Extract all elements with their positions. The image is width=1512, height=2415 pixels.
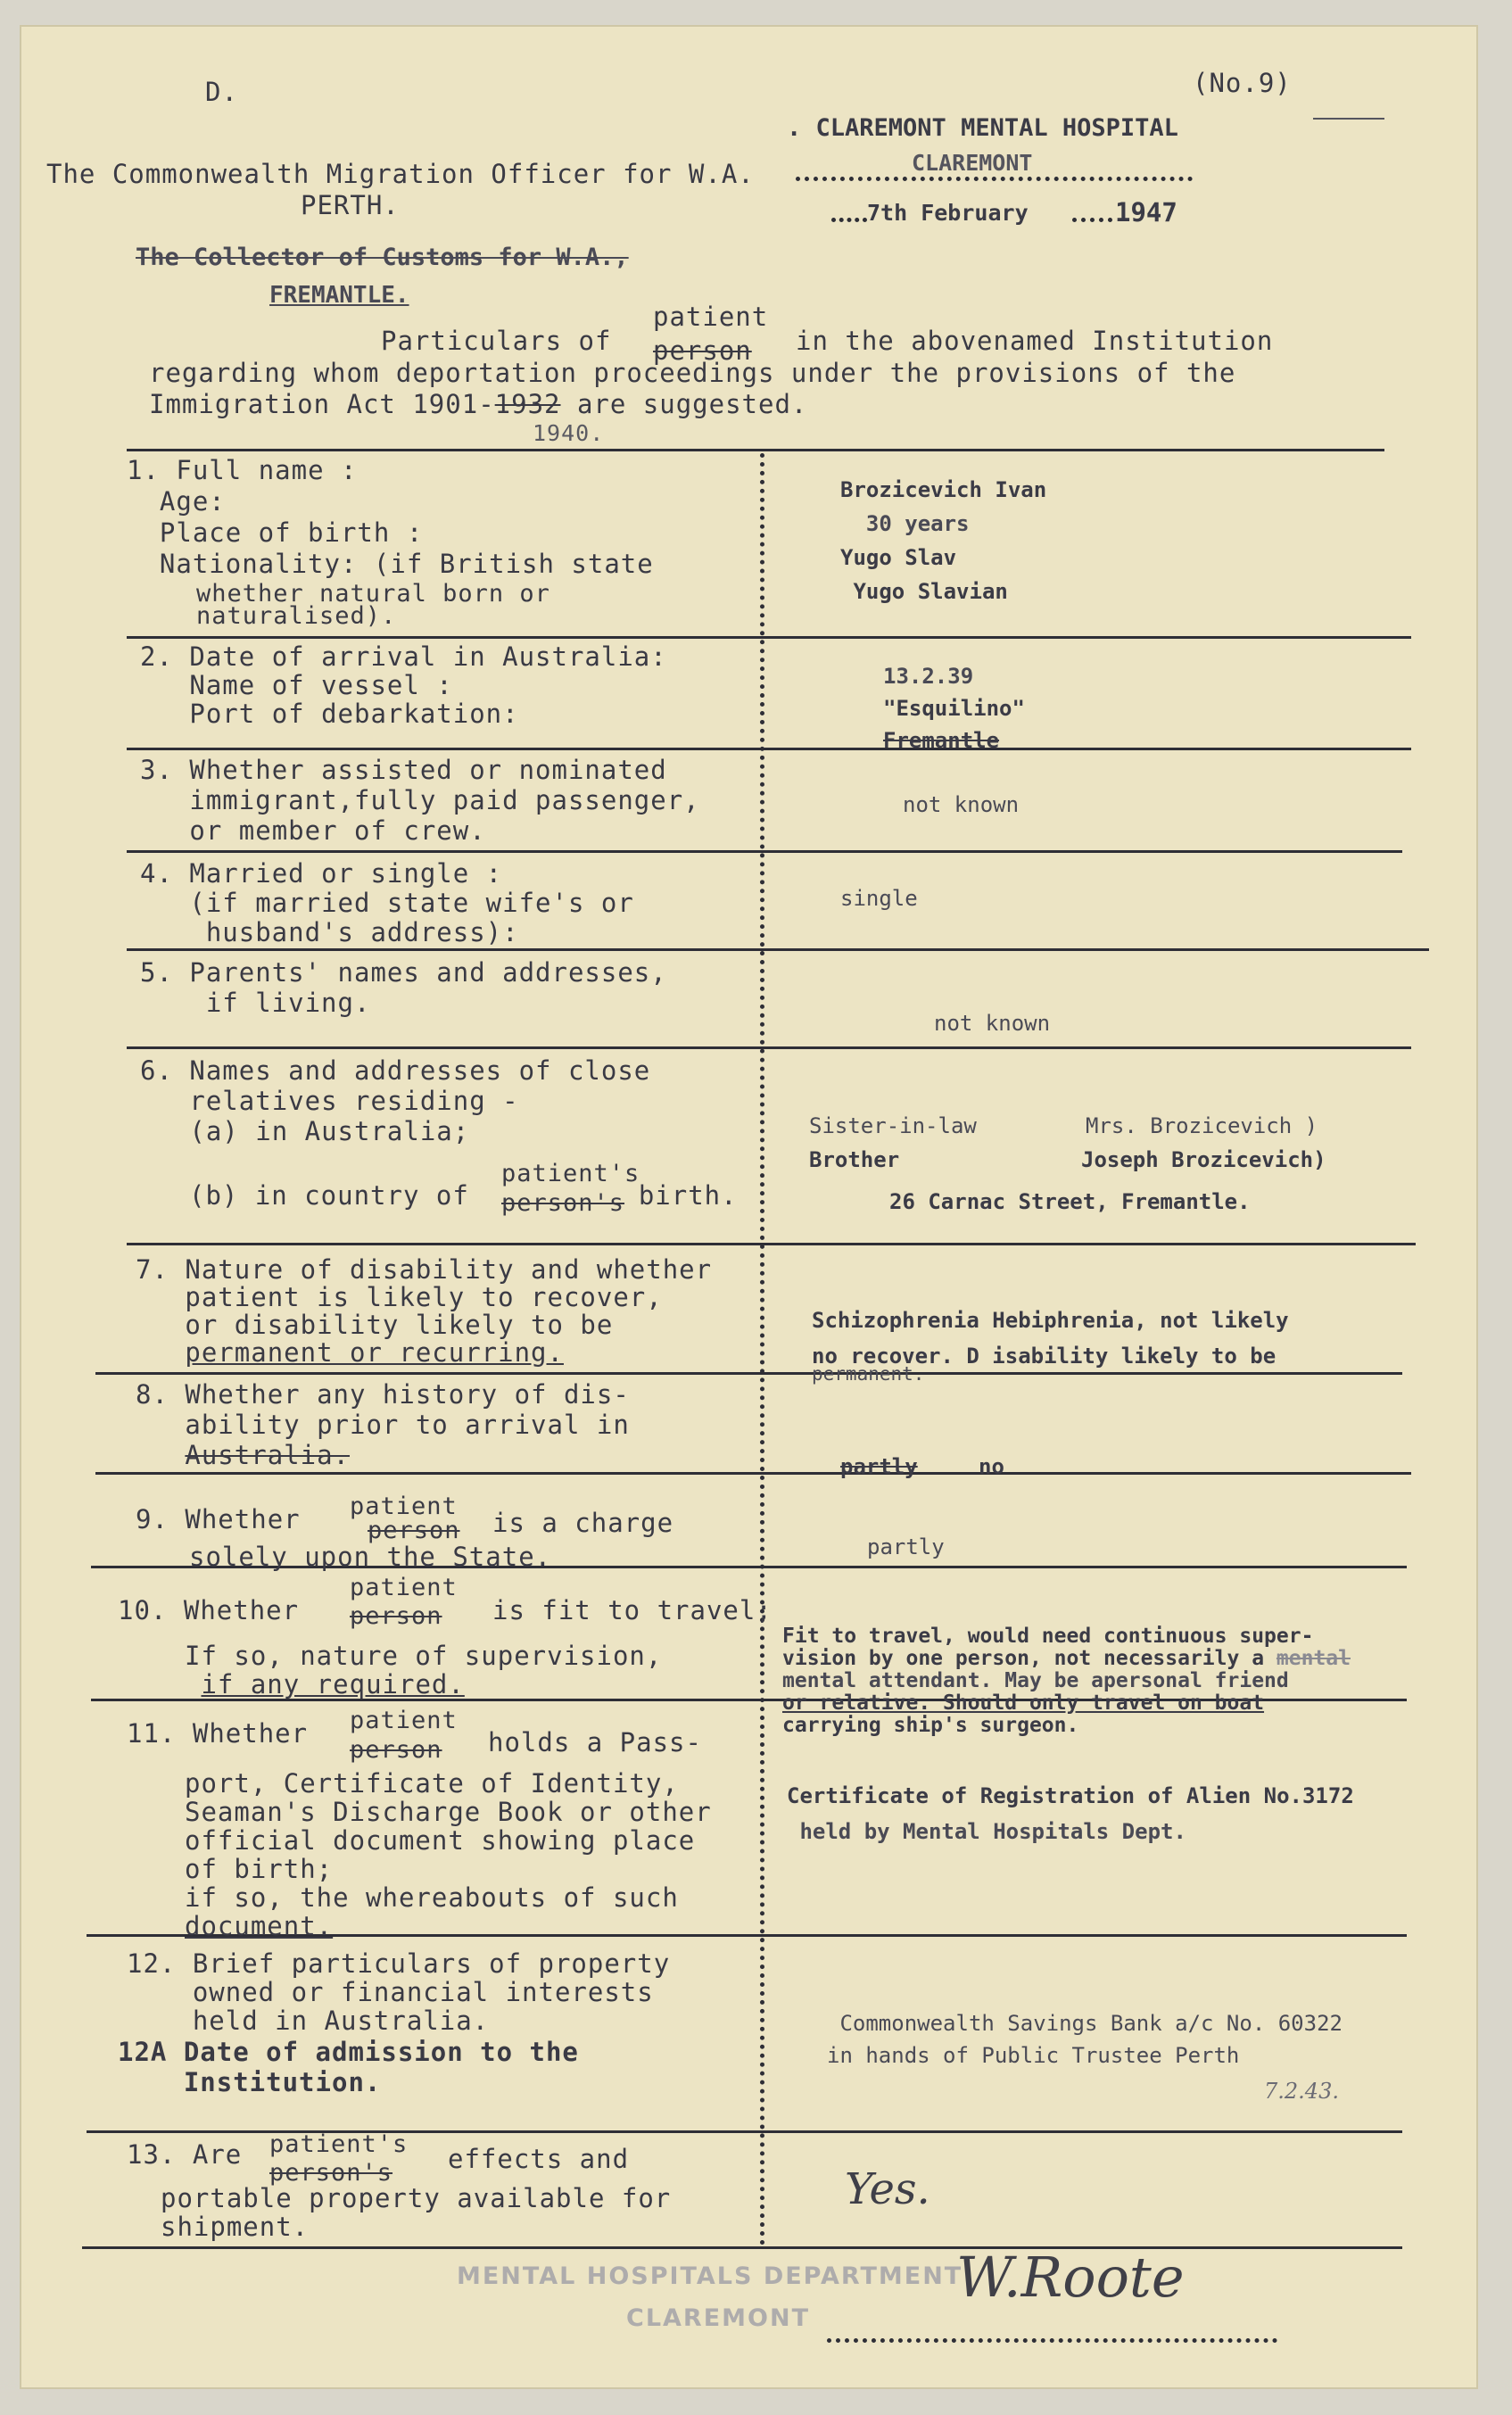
rule-3 <box>127 850 1402 853</box>
intro-line-3: Immigration Act 1901-1932 are suggested. <box>149 389 808 419</box>
intro-word-person-struck: person <box>653 335 752 366</box>
question-9: 9. Whether <box>136 1504 301 1534</box>
header-dash <box>1313 118 1384 120</box>
intro-prefix: Particulars of <box>381 326 612 356</box>
answer-3: not known <box>903 792 1020 817</box>
intro-year-struck: 1932 <box>494 389 561 419</box>
answer-6-relation-2: Brother <box>809 1147 900 1172</box>
addressee-city-fremantle-struck: FREMANTLE. <box>269 282 409 309</box>
question-4: 4. Married or single : (if married state wife's or husband's address): <box>140 858 634 947</box>
answer-8: no <box>979 1454 1004 1479</box>
rule-1 <box>127 636 1411 639</box>
question-6b: (b) in country of birth. <box>189 1180 738 1211</box>
question-11-post: holds a Pass- <box>488 1727 702 1757</box>
question-9-line-2: solely upon the State. <box>189 1542 552 1572</box>
question-12a: 12A Date of admission to the Institution. <box>118 2037 579 2097</box>
intro-year-correction: 1940. <box>533 420 605 446</box>
answer-6-address: 26 Carnac Street, Fremantle. <box>889 1189 1251 1214</box>
rule-4 <box>127 948 1429 951</box>
form-number: (No.9) <box>1193 68 1292 98</box>
intro-line-2: regarding whom deportation proceedings under the provisions of the <box>149 358 1236 388</box>
institution-place: CLAREMONT <box>912 150 1033 176</box>
signature-dots <box>827 2338 1277 2343</box>
question-12: 12. Brief particulars of property owned or financial interests held in Australia. <box>127 1948 671 2036</box>
question-6-word-persons-struck: person's <box>501 1189 625 1217</box>
question-3: 3. Whether assisted or nominated immigrant,fully paid passenger, or member of crew. <box>140 755 700 846</box>
answer-9: partly <box>867 1534 945 1559</box>
document-page <box>20 25 1478 2389</box>
question-11-lines: port, Certificate of Identity, Seaman's Discharge Book or other official document showing place of birth; if so, the whereabouts of such document. <box>185 1768 712 1941</box>
date-dots-right <box>1072 218 1112 222</box>
intro-word-patient: patient <box>653 302 769 332</box>
answer-7-continuation: permanent. <box>812 1363 925 1385</box>
question-2: 2. Date of arrival in Australia: Name of vessel : Port of debarkation: <box>140 641 667 729</box>
answer-12: Commonwealth Savings Bank a/c No. 60322 in hands of Public Trustee Perth <box>827 2011 1343 2068</box>
question-10-supervision: If so, nature of supervision, if any required. <box>185 1641 663 1700</box>
institution-name: . CLAREMONT MENTAL HOSPITAL <box>787 114 1178 142</box>
rule-5 <box>127 1046 1411 1049</box>
question-8: 8. Whether any history of dis- ability prior to arrival in Australia. <box>136 1379 630 1470</box>
question-9-word-patient: patient <box>350 1493 458 1520</box>
question-13: 13. Are <box>127 2139 243 2170</box>
answer-8-struck: partly <box>840 1454 918 1479</box>
answer-13-handwritten: Yes. <box>845 2164 930 2214</box>
question-10-post: is fit to travel; <box>492 1595 773 1625</box>
question-6-word-patients: patient's <box>501 1160 640 1187</box>
answer-12a-pencil-note: 7.2.43. <box>1264 2079 1339 2104</box>
place-dots <box>796 177 1193 181</box>
rule-6 <box>127 1243 1416 1245</box>
question-5: 5. Parents' names and addresses, if living. <box>140 957 667 1018</box>
question-13-post: effects and <box>448 2144 630 2174</box>
answer-1: Brozicevich Ivan 30 years Yugo Slav Yugo Slavian <box>840 477 1047 604</box>
answer-11: Certificate of Registration of Alien No.3172 held by Mental Hospitals Dept. <box>787 1783 1354 1844</box>
question-1: 1. Full name : Age: Place of birth : Nationality: (if British state <box>127 455 654 579</box>
question-11: 11. Whether <box>127 1718 309 1749</box>
letter-date: 7th February <box>867 200 1029 226</box>
question-13-lines: portable property available for shipment. <box>161 2183 672 2242</box>
answer-2: 13.2.39 "Esquilino" Fremantle <box>883 664 1025 753</box>
answer-10: Fit to travel, would need continuous super- vision by one person, not necessarily a mental mental attendant. May be apersonal friend or relative. Should only travel on boat carrying ship's surgeon. <box>782 1625 1351 1737</box>
answer-6-name-1: Mrs. Brozicevich ) <box>1086 1113 1318 1138</box>
question-13-word-persons-struck: person's <box>269 2159 393 2187</box>
letter-year: 1947 <box>1115 197 1177 227</box>
rule-8 <box>95 1472 1411 1475</box>
question-7: 7. Nature of disability and whether patient is likely to recover, or disability likely to be permanent or recurring. <box>136 1254 713 1368</box>
question-9-post: is a charge <box>492 1508 674 1538</box>
answer-7: Schizophrenia Hebiphrenia, not likely no recover. D isability likely to be <box>812 1308 1289 1369</box>
question-6: 6. Names and addresses of close relatives residing - (a) in Australia; <box>140 1055 651 1146</box>
form-code: D. <box>205 77 238 107</box>
question-11-word-person-struck: person <box>350 1736 442 1764</box>
date-dots-left <box>831 218 867 222</box>
rule-13 <box>82 2246 1402 2249</box>
department-stamp-line-1: MENTAL HOSPITALS DEPARTMENT <box>457 2262 963 2290</box>
signature: W.Roote <box>956 2245 1185 2310</box>
rule-2 <box>127 748 1411 750</box>
addressee-migration-officer: The Commonwealth Migration Officer for W.A. <box>46 159 755 189</box>
intro-suffix: in the abovenamed Institution <box>796 326 1274 356</box>
addressee-city-perth: PERTH. <box>301 190 400 220</box>
answer-6-name-2: Joseph Brozicevich) <box>1081 1147 1326 1172</box>
answer-6-relation-1: Sister-in-law <box>809 1113 977 1138</box>
addressee-customs-struck: The Collector of Customs for W.A., <box>136 244 629 271</box>
question-9-word-person-struck: person <box>368 1517 460 1544</box>
question-1-continuation: whether natural born or naturalised). <box>196 580 550 630</box>
question-10: 10. Whether <box>118 1595 300 1625</box>
department-stamp-line-2: CLAREMONT <box>626 2304 810 2332</box>
rule-top <box>127 449 1384 451</box>
column-divider-dots <box>760 453 764 2246</box>
question-10-word-person-struck: person <box>350 1602 442 1630</box>
question-11-word-patient: patient <box>350 1707 458 1734</box>
question-10-word-patient: patient <box>350 1574 458 1601</box>
answer-4: single <box>840 886 918 911</box>
answer-5: not known <box>934 1011 1051 1036</box>
question-13-word-patients: patient's <box>269 2130 409 2158</box>
